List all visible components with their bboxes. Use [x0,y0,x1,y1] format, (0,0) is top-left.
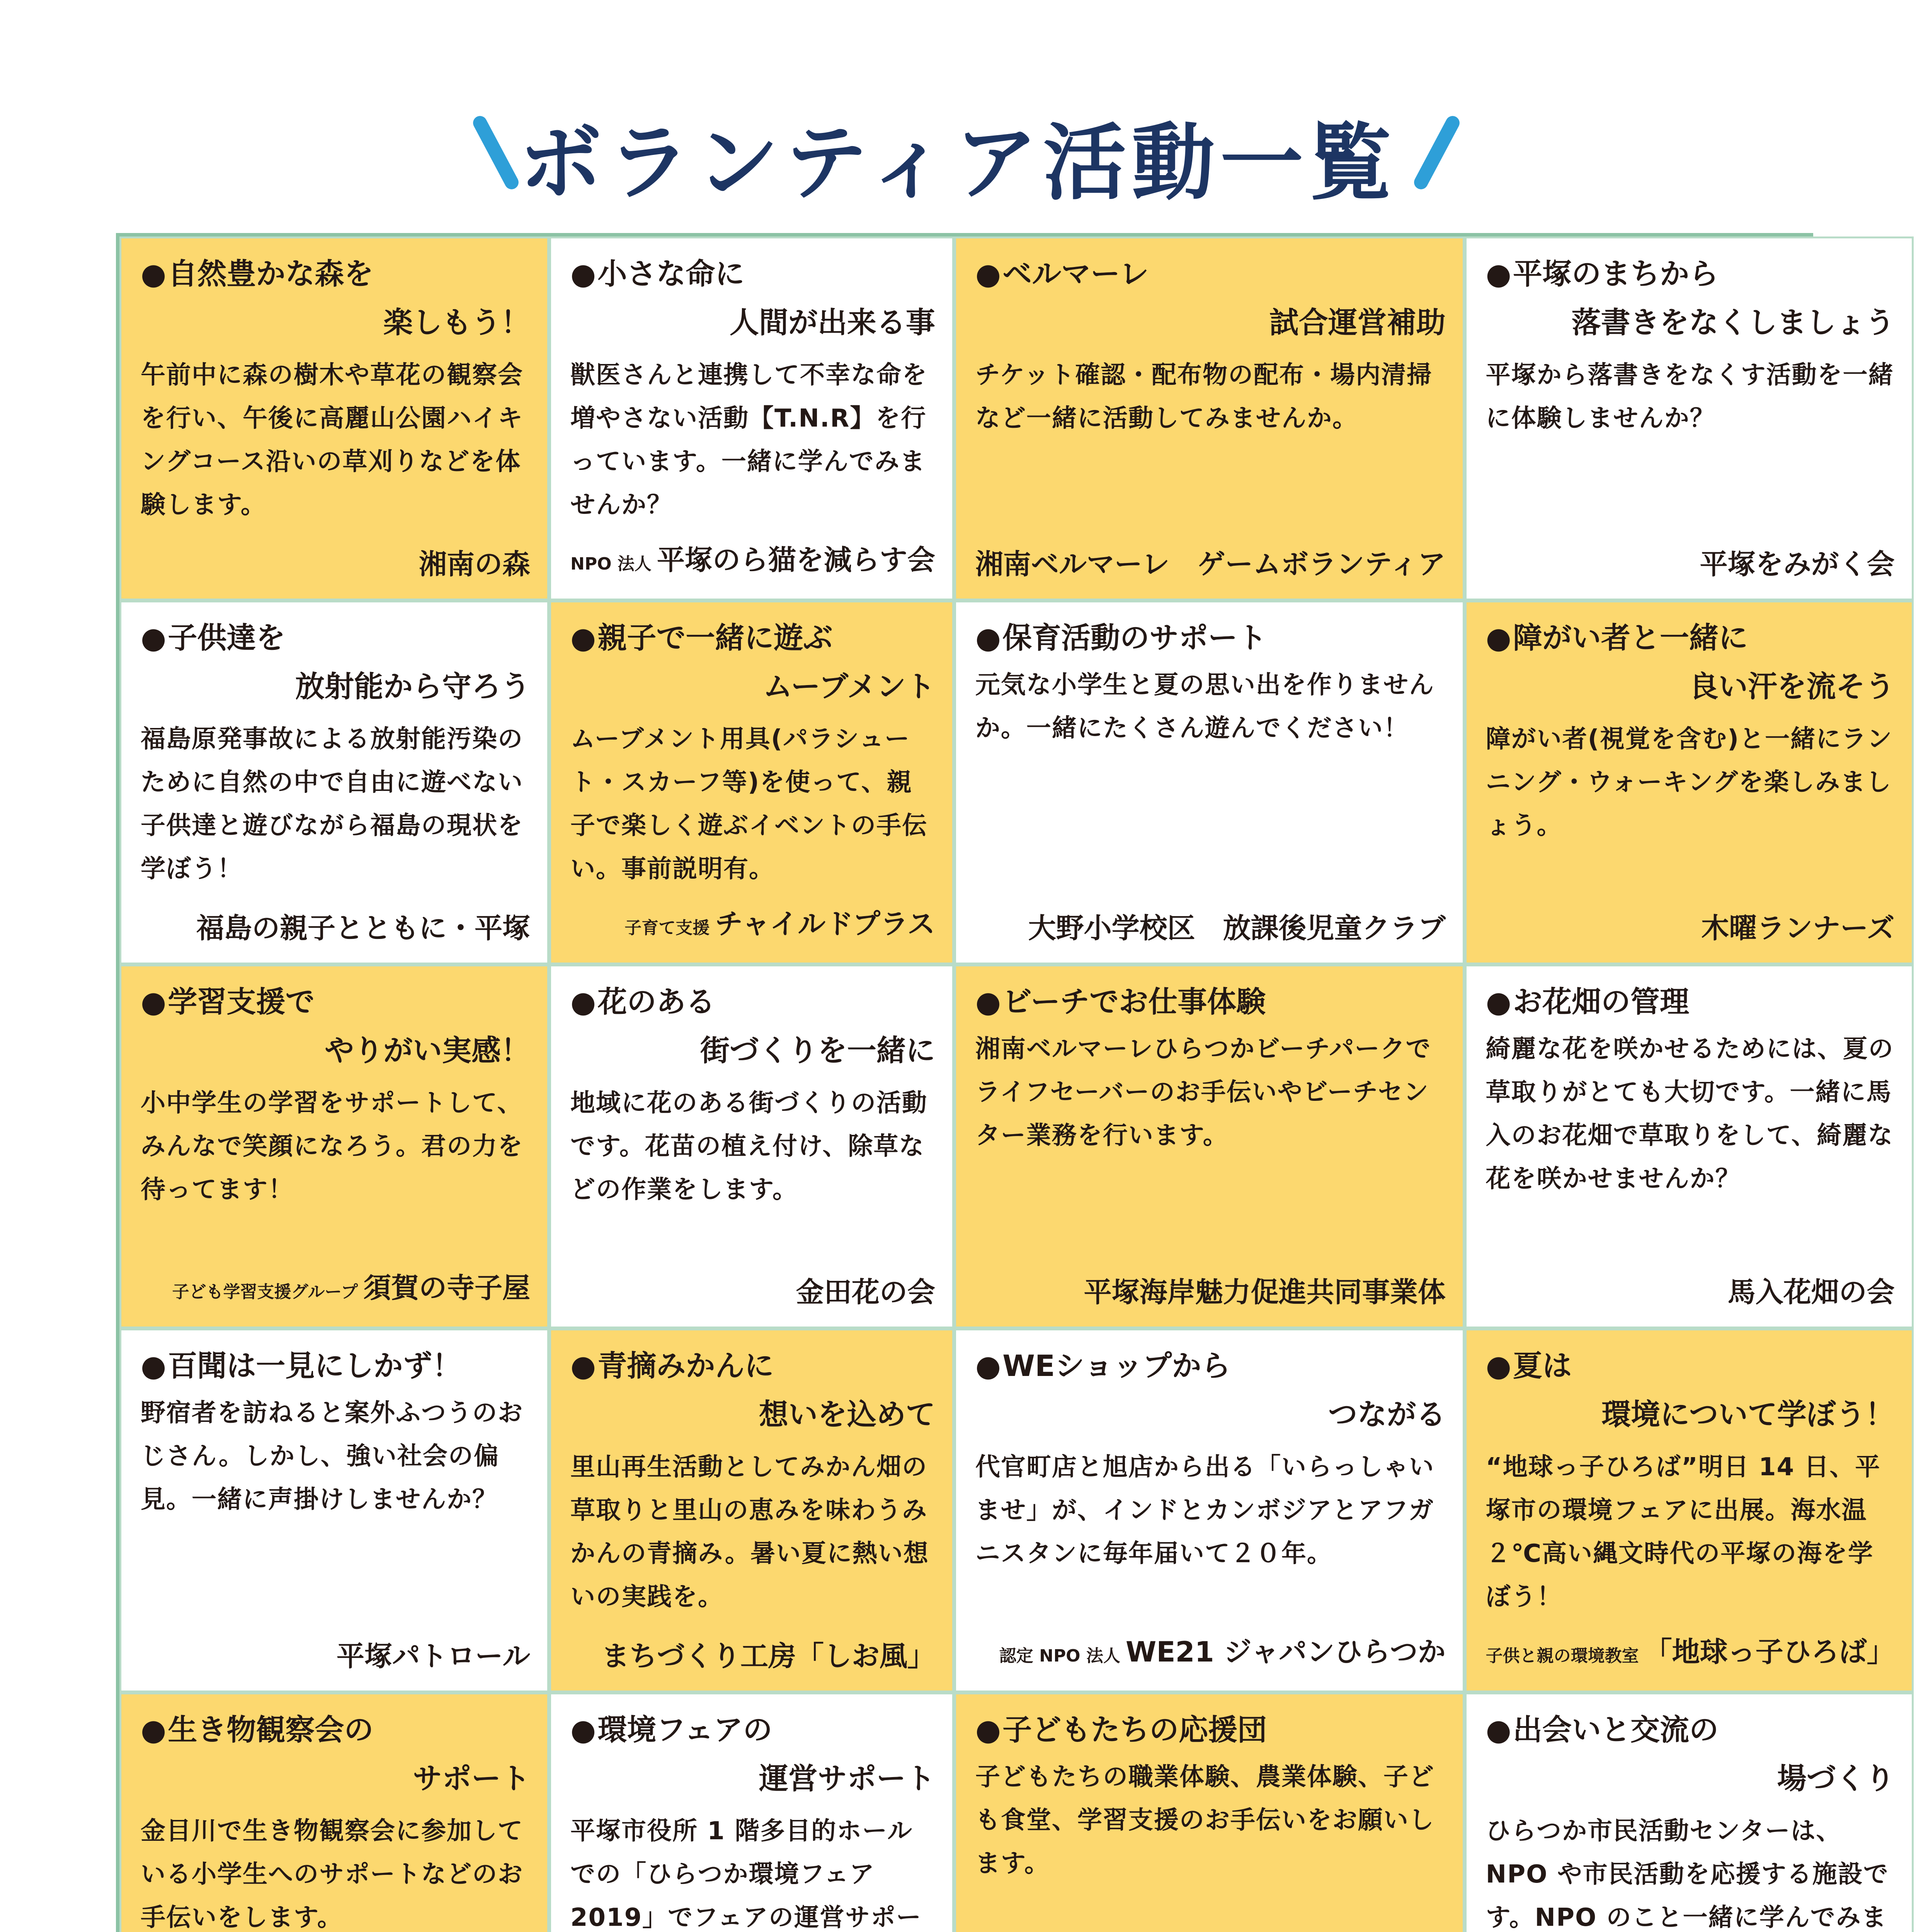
organization-name: 平塚のら猫を減らす会 [657,544,935,576]
activity-card [549,1692,954,1932]
activity-card [954,236,1465,600]
activity-organization [570,1271,935,1313]
activity-title: ● 出会いと交流の [1486,1708,1895,1752]
activity-card [549,236,954,600]
activity-title: ● 花のある [570,980,935,1024]
activity-description: 小中学生の学習をサポートして、みんなで笑顔になろう。君の力を待ってます！ [141,1089,523,1204]
activity-description: 地域に花のある街づくりの活動です。花苗の植え付け、除草などの作業をします。 [570,1089,928,1204]
organization-prefix: 子育て支援 [624,918,710,938]
activity-subtitle: 良い汗を流そう [1689,669,1895,704]
activity-subtitle: 放射能から守ろう [295,669,531,704]
activity-organization [975,907,1446,949]
activity-title: ● 環境フェアの [570,1708,935,1752]
activity-subtitle: 環境について学ぼう！ [1601,1397,1895,1432]
activity-subtitle: ムーブメント [763,669,935,704]
organization-prefix: 認定 NPO 法人 [999,1646,1120,1666]
activity-description: 平塚から落書きをなくす活動を一緒に体験しませんか？ [1485,361,1894,433]
activity-description: 平塚市役所 1 階多目的ホールでの「ひらつか環境フェア2019」でフェアの運営サポー [570,1817,922,1932]
activity-title: ● 学習支援で [141,980,530,1024]
activity-title: ● 小さな命に [570,252,935,296]
activity-organization [1486,1631,1895,1677]
activity-organization [141,1635,530,1677]
organization-name: 平塚をみがく会 [1700,548,1895,580]
activity-title: ● 百聞は一見にしかず！ [141,1344,530,1388]
page-title: ボランティア活動一覧 [519,114,1397,211]
activity-organization [1486,907,1895,949]
activity-card [954,1692,1465,1932]
organization-name: 馬入花畑の会 [1727,1276,1895,1308]
activity-organization [570,903,935,949]
activity-subtitle: つながる [1328,1397,1446,1432]
activity-subtitle: 人間が出来る事 [729,305,935,340]
activity-title: ● 平塚のまちから [1486,252,1895,296]
activity-subtitle: 試合運営補助 [1269,305,1446,340]
activity-description: 獣医さんと連携して不幸な命を増やさない活動【T.N.R】を行っています。一緒に学んでみませんか？ [570,361,928,519]
activity-organization [1486,1271,1895,1313]
activity-title: ● 障がい者と一緒に [1486,616,1895,660]
activity-title: ● WEショップから [975,1344,1446,1388]
activity-card [119,1692,549,1932]
activity-description: 里山再生活動としてみかん畑の草取りと里山の恵みを味わうみかんの青摘み。暑い夏に熱い想いの実践を。 [570,1453,929,1611]
organization-prefix: 子供と親の環境教室 [1485,1646,1639,1666]
activity-description: 野宿者を訪ねると案外ふつうのおじさん。しかし、強い社会の偏見。一緒に声掛けしませんか？ [141,1399,523,1514]
activity-subtitle: サポート [413,1761,531,1796]
activity-description: 福島原発事故による放射能汚染のために自然の中で自由に遊べない子供達と遊びながら福島の現状を学ぼう！ [141,725,523,883]
activity-organization [975,1271,1446,1313]
activity-organization [141,907,530,949]
activity-card [549,600,954,964]
organization-name: 福島の親子とともに・平塚 [196,912,531,944]
activity-subtitle: 運営サポート [759,1761,935,1796]
activity-title: ● 自然豊かな森を [141,252,530,296]
activity-description: 綺麗な花を咲かせるためには、夏の草取りがとても大切です。一緒に馬入のお花畑で草取りをして、綺麗な花を咲かせませんか？ [1485,1035,1894,1193]
activity-card [549,964,954,1328]
organization-name: 平塚海岸魅力促進共同事業体 [1084,1276,1446,1308]
activity-grid [116,233,1895,1932]
activity-card [549,1328,954,1692]
activity-title: ● 親子で一緒に遊ぶ [570,616,935,660]
organization-name: 平塚パトロール [336,1640,531,1672]
activity-subtitle: 街づくりを一緒に [700,1033,935,1068]
activity-description: 湘南ベルマーレひらつかビーチパークでライフセーバーのお手伝いやビーチセンター業務を行います。 [975,1035,1431,1150]
activity-card [954,600,1465,964]
activity-description: ムーブメント用具(パラシュート・スカーフ等)を使って、親子で楽しく遊ぶイベントの手伝い。事前説明有。 [570,725,928,883]
organization-prefix: 子ども学習支援グループ [172,1282,358,1302]
activity-card [119,964,549,1328]
activity-card [1465,1692,1914,1932]
activity-organization [570,1635,935,1677]
activity-subtitle: 楽しもう！ [383,305,531,340]
activity-organization [141,1267,530,1313]
activity-card [954,1328,1465,1692]
activity-description: 元気な小学生と夏の思い出を作りませんか。一緒にたくさん遊んでください！ [975,671,1434,743]
activity-description: 午前中に森の樹木や草花の観察会を行い、午後に高麗山公園ハイキングコース沿いの草刈りなどを体験します。 [141,361,523,519]
activity-card [119,600,549,964]
organization-name: 木曜ランナーズ [1701,912,1895,944]
activity-subtitle: 落書きをなくしましょう [1571,305,1895,340]
activity-description: 金目川で生き物観察会に参加している小学生へのサポートなどのお手伝いをします。 [141,1817,523,1932]
activity-card [1465,600,1914,964]
activity-title: ● ビーチでお仕事体験 [975,980,1446,1024]
activity-description: 障がい者(視覚を含む)と一緒にランニング・ウォーキングを楽しみましょう。 [1485,725,1893,840]
organization-name: 須賀の寺子屋 [363,1272,531,1304]
activity-card [119,236,549,600]
organization-name: チャイルドプラス [715,908,935,940]
activity-description: 子どもたちの職業体験、農業体験、子ども食堂、学習支援のお手伝いをお願いします。 [975,1763,1434,1878]
organization-name: 金田花の会 [796,1276,935,1308]
activity-organization [1486,543,1895,585]
activity-title: ● 子供達を [141,616,530,660]
activity-card [1465,236,1914,600]
activity-subtitle: 場づくり [1777,1761,1895,1796]
organization-name: 湘南の森 [419,548,531,580]
activity-title: ● 子どもたちの応援団 [975,1708,1446,1752]
activity-description: ひらつか市民活動センターは、NPO や市民活動を応援する施設です。NPO のこと一緒に学んでみま [1485,1817,1889,1932]
activity-card [954,964,1465,1328]
organization-prefix: NPO 法人 [570,554,652,574]
activity-card [1465,964,1914,1328]
activity-title: ● 青摘みかんに [570,1344,935,1388]
activity-title: ● 保育活動のサポート [975,616,1446,660]
activity-card [119,1328,549,1692]
activity-title: ● 夏は [1486,1344,1895,1388]
activity-title: ● 生き物観察会の [141,1708,530,1752]
activity-title: ● ベルマーレ [975,252,1446,296]
activity-organization [570,539,935,585]
activity-subtitle: 想いを込めて [759,1397,935,1432]
activity-title: ● お花畑の管理 [1486,980,1895,1024]
organization-name: 湘南ベルマーレ ゲームボランティア [975,548,1446,580]
activity-description: チケット確認・配布物の配布・場内清掃など一緒に活動してみませんか。 [975,361,1433,433]
activity-description: “地球っ子ひろば”明日 14 日、平塚市の環境フェアに出展。海水温２℃高い縄文時代の平塚の海を学ぼう！ [1485,1453,1881,1611]
organization-name: まちづくり工房「しお風」 [601,1640,935,1672]
activity-organization [975,543,1446,585]
organization-name: WE21 ジャパンひらつか [1125,1636,1446,1668]
header [0,89,1916,211]
activity-description: 代官町店と旭店から出る「いらっしゃいませ」が、インドとカンボジアとアフガニスタンに毎年届いて２０年。 [975,1453,1434,1568]
activity-organization [141,543,530,585]
organization-name: 大野小学校区 放課後児童クラブ [1028,912,1446,944]
activity-card [1465,1328,1914,1692]
activity-organization [975,1631,1446,1677]
activity-subtitle: やりがい実感！ [325,1033,531,1068]
organization-name: 「地球っ子ひろば」 [1644,1636,1895,1668]
